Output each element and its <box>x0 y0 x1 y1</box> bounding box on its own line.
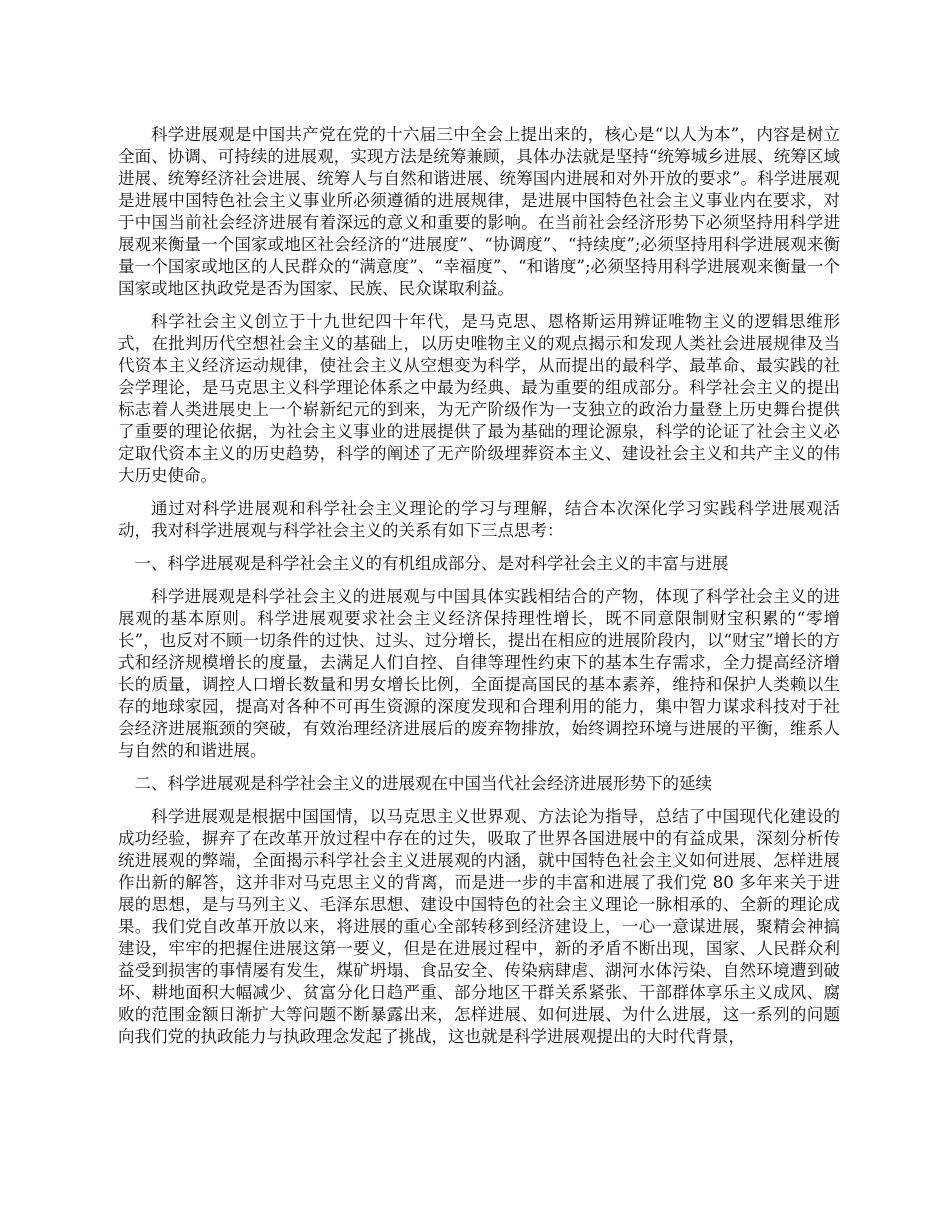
paragraph-reflection-lead: 通过对科学进展观和科学社会主义理论的学习与理解，结合本次深化学习实践科学进展观活动，我对科学进展观与科学社会主义的关系有如下三点思考： <box>118 499 840 540</box>
paragraph-section-1: 科学进展观是科学社会主义的进展观与中国具体实践相结合的产物，体现了科学社会主义的进展观的基本原则。科学进展观要求社会主义经济保持理性增长，既不同意限制财宝积累的“零增长”，也反对不顾一切条件的过快、过头、过分增长，提出在相应的进展阶段内，以“财宝”增长的方式和经济规模增长的度量，去满足人们自控、自律等理性约束下的基本生存需求，全力提高经济增长的质量，调控人口增长数量和男女增长比例，全面提高国民的基本素养，维持和保护人类赖以生存的地球家园，提高对各种不可再生资源的深度发现和合理利用的能力，集中智力谋求科技对于社会经济进展瓶颈的突破，有效治理经济进展后的废弃物排放，始终调控环境与进展的平衡，维系人与自然的和谐进展。 <box>118 587 840 760</box>
paragraph-scientific-socialism: 科学社会主义创立于十九世纪四十年代，是马克思、恩格斯运用辨证唯物主义的逻辑思维形式，在批判历代空想社会主义的基础上，以历史唯物主义的观点揭示和发现人类社会进展规律及当代资本主义经济运动规律，使社会主义从空想变为科学，从而提出的最科学、最革命、最实践的社会学理论，是马克思主义科学理论体系之中最为经典、最为重要的组成部分。科学社会主义的提出标志着人类进展史上一个崭新纪元的到来，为无产阶级作为一支独立的政治力量登上历史舞台提供了重要的理论依据，为社会主义事业的进展提供了最为基础的理论源泉，科学的论证了社会主义必定取代资本主义的历史趋势，科学的阐述了无产阶级埋葬资本主义、建设社会主义和共产主义的伟大历史使命。 <box>118 312 840 485</box>
section-heading-1: 一、科学进展观是科学社会主义的有机组成部分、是对科学社会主义的丰富与进展 <box>134 554 729 573</box>
section-heading-2: 二、科学进展观是科学社会主义的进展观在中国当代社会经济进展形势下的延续 <box>134 774 712 793</box>
paragraph-intro: 科学进展观是中国共产党在党的十六届三中全会上提出来的，核心是“以人为本”，内容是树立全面、协调、可持续的进展观，实现方法是统筹兼顾，具体办法就是坚持“统筹城乡进展、统筹区域进展、统筹经济社会进展、统筹人与自然和谐进展、统筹国内进展和对外开放的要求”。科学进展观是进展中国特色社会主义事业所必须遵循的进展规律，是进展中国特色社会主义事业内在要求，对于中国当前社会经济进展有着深远的意义和重要的影响。在当前社会经济形势下必须坚持用科学进展观来衡量一个国家或地区社会经济的“进展度”、“协调度”、“持续度”;必须坚持用科学进展观来衡量一个国家或地区的人民群众的“满意度”、“幸福度”、“和谐度”;必须坚持用科学进展观来衡量一个国家或地区执政党是否为国家、民族、民众谋取利益。 <box>118 125 840 298</box>
document-page <box>118 124 840 1059</box>
paragraph-section-2: 科学进展观是根据中国国情，以马克思主义世界观、方法论为指导，总结了中国现代化建设的成功经验，摒弃了在改革开放过程中存在的过失，吸取了世界各国进展中的有益成果，深刻分析传统进展观的弊端，全面揭示科学社会主义进展观的内涵，就中国特色社会主义如何进展、怎样进展作出新的解答，这并非对马克思主义的背离，而是进一步的丰富和进展了我们党 80 多年来关于进展的思想，是与马列主义、毛泽东思想、建设中国特色的社会主义理论一脉相承的、全新的理论成果。我们党自改革开放以来，将进展的重心全部转移到经济建设上，一心一意谋进展，聚精会神搞建设，牢牢的把握住进展这第一要义，但是在进展过程中，新的矛盾不断出现，国家、人民群众利益受到损害的事情屡有发生，煤矿坍塌、食品安全、传染病肆虐、湖河水体污染、自然环境遭到破坏、耕地面积大幅减少、贫富分化日趋严重、部分地区干群关系紧张、干部群体享乐主义成风、腐败的范围金额日渐扩大等问题不断暴露出来，怎样进展、如何进展、为什么进展，这一系列的问题向我们党的执政能力与执政理念发起了挑战，这也就是科学进展观提出的大时代背景， <box>118 807 840 1046</box>
